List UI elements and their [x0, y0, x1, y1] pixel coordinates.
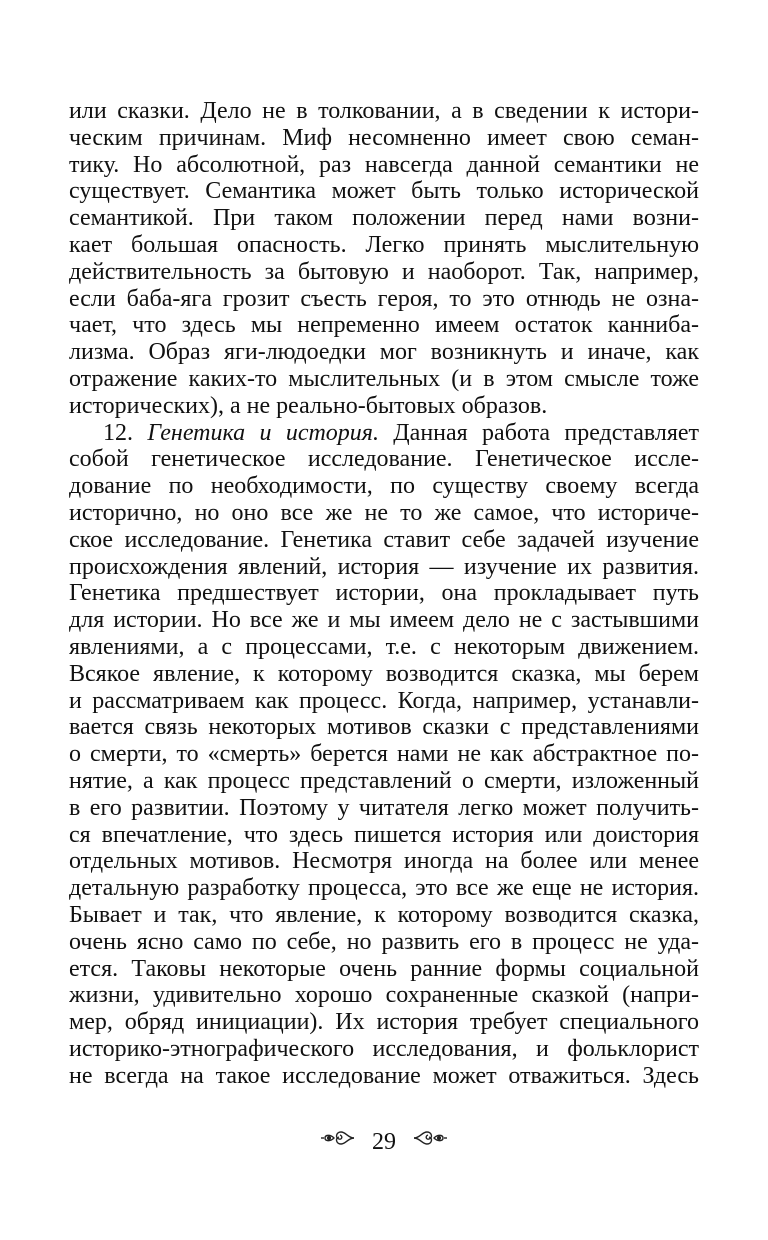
text-line-9: чает, что здесь мы непременно имеем остаток канниба-	[69, 312, 699, 339]
page-number: 29	[372, 1129, 396, 1156]
text-line-35: мер, обряд инициации). Их история требует специального	[69, 1009, 699, 1036]
section-title: Генетика и история.	[147, 419, 379, 446]
text-line-31: Бывает и так, что явление, к которому возводится сказка,	[69, 901, 699, 928]
text-line-3: тику. Но абсолютной, раз навсегда данной семантики не	[69, 151, 699, 178]
text-line-36: историко-этнографического исследования, и фольклорист	[69, 1035, 699, 1062]
page-text	[69, 98, 699, 1089]
text-line-23: и рассматриваем как процесс. Когда, например, устанавли-	[69, 687, 699, 714]
text-line-26: нятие, а как процесс представлений о смерти, изложенный	[69, 767, 699, 794]
text-line-15: дование по необходимости, по существу своему всегда	[69, 473, 699, 500]
text-line-33: ется. Таковы некоторые очень ранние формы социальной	[69, 955, 699, 982]
text-line-6: кает большая опасность. Легко принять мыслительную	[69, 231, 699, 258]
text-line-17: ское исследование. Генетика ставит себе задачей изучение	[69, 526, 699, 553]
text-line-28: ся впечатление, что здесь пишется история или доистория	[69, 821, 699, 848]
text-line-37: не всегда на такое исследование может отважиться. Здесь	[69, 1062, 699, 1089]
text-line-7: действительность за бытовую и наоборот. Так, например,	[69, 258, 699, 285]
text-line-4: существует. Семантика может быть только исторической	[69, 178, 699, 205]
ornament-flourish-left-icon	[320, 1127, 356, 1157]
text-line-2: ческим причинам. Миф несомненно имеет свою семан-	[69, 124, 699, 151]
text-line-8: если баба-яга грозит съесть героя, то это отнюдь не озна-	[69, 285, 699, 312]
text-line-18: происхождения явлений, история — изучение их развития.	[69, 553, 699, 580]
text-line-32: очень ясно само по себе, но развить его в процесс не уда-	[69, 928, 699, 955]
text-line-10: лизма. Образ яги-людоедки мог возникнуть и иначе, как	[69, 339, 699, 366]
text-line-14: собой генетическое исследование. Генетическое иссле-	[69, 446, 699, 473]
text-line-30: детальную разработку процесса, это все же еще не история.	[69, 875, 699, 902]
section-heading-rest: Данная работа представляет	[378, 419, 699, 446]
text-line-5: семантикой. При таком положении перед нами возни-	[69, 205, 699, 232]
text-line-34: жизни, удивительно хорошо сохраненные сказкой (напри-	[69, 982, 699, 1009]
text-line-21: явлениями, а с процессами, т.е. с некоторым движением.	[69, 633, 699, 660]
text-line-27: в его развитии. Поэтому у читателя легко может получить-	[69, 794, 699, 821]
text-line-19: Генетика предшествует истории, она прокладывает путь	[69, 580, 699, 607]
text-line-29: отдельных мотивов. Несмотря иногда на более или менее	[69, 848, 699, 875]
text-line-16: исторично, но оно все же не то же самое, что историче-	[69, 499, 699, 526]
section-heading-line	[69, 420, 699, 447]
text-line-1: или сказки. Дело не в толковании, а в сведении к истори-	[69, 98, 699, 124]
text-line-22: Всякое явление, к которому возводится сказка, мы берем	[69, 660, 699, 687]
page-footer	[0, 1126, 768, 1157]
text-line-11: отражение каких-то мыслительных (и в этом смысле тоже	[69, 365, 699, 392]
text-line-24: вается связь некоторых мотивов сказки с представлениями	[69, 714, 699, 741]
section-number: 12.	[103, 419, 148, 446]
text-line-12: исторических), а не реально-бытовых образов.	[69, 392, 548, 419]
text-line-20: для истории. Но все же и мы имеем дело не с застывшими	[69, 607, 699, 634]
ornament-flourish-right-icon	[412, 1127, 448, 1157]
text-line-25: о смерти, то «смерть» берется нами не как абстрактное по-	[69, 741, 699, 768]
